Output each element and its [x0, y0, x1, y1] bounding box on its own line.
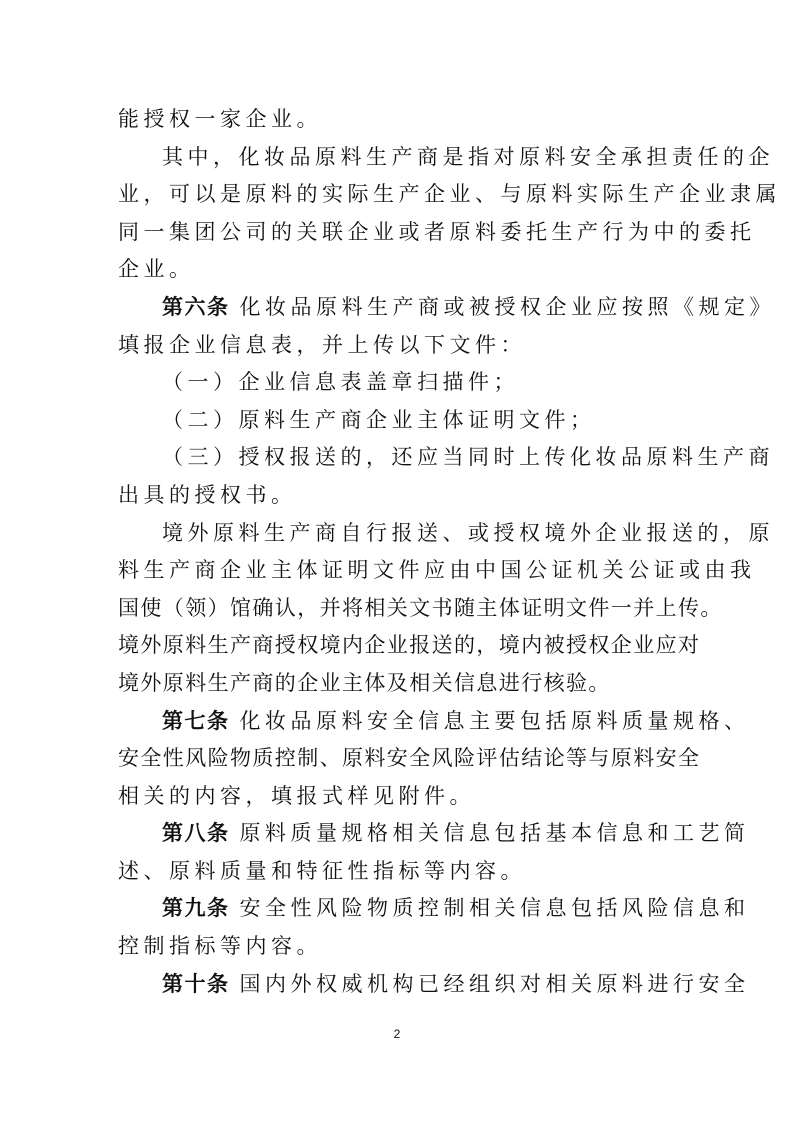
text-line: 相关的内容，填报式样见附件。	[118, 783, 475, 808]
text-line: 填报企业信息表，并上传以下文件：	[118, 332, 526, 357]
text-line: 境外原料生产商授权境内企业报送的，境内被授权企业应对	[118, 633, 701, 658]
text-line: 出具的授权书。	[118, 482, 297, 507]
article-label: 第六条	[162, 294, 230, 319]
text-line: 企业。	[118, 257, 195, 282]
article-line	[118, 890, 750, 928]
text-line: 境外原料生产商自行报送、或授权境外企业报送的，原	[162, 520, 774, 545]
text-line: 安全性风险物质控制、原料安全风险评估结论等与原料安全	[118, 746, 701, 771]
document-body	[118, 101, 781, 1003]
article-text: 原料质量规格相关信息包括基本信息和工艺简	[239, 821, 750, 846]
article-label: 第九条	[162, 896, 230, 921]
article-line	[118, 703, 750, 741]
text-line: 其中，化妆品原料生产商是指对原料安全承担责任的企	[162, 144, 774, 169]
list-item: （三）授权报送的，还应当同时上传化妆品原料生产商	[162, 445, 774, 470]
text-line: 能授权一家企业。	[118, 107, 322, 131]
text-line: 控制指标等内容。	[118, 934, 322, 959]
text-line: 料生产商企业主体证明文件应由中国公证机关公证或由我	[118, 558, 756, 583]
list-item: （二）原料生产商企业主体证明文件；	[162, 407, 596, 432]
article-line	[118, 815, 750, 853]
text-line: 境外原料生产商的企业主体及相关信息进行核验。	[118, 670, 611, 695]
article-label: 第七条	[162, 708, 230, 733]
article-text: 化妆品原料生产商或被授权企业应按照《规定》	[239, 294, 775, 319]
text-line: 同一集团公司的关联企业或者原料委托生产行为中的委托	[118, 219, 756, 244]
text-line: 国使（领）馆确认，并将相关文书随主体证明文件一并上传。	[118, 595, 723, 620]
article-label: 第八条	[162, 821, 230, 846]
article-text: 化妆品原料安全信息主要包括原料质量规格、	[239, 708, 750, 733]
text-line: 业，可以是原料的实际生产企业、与原料实际生产企业隶属	[118, 182, 781, 207]
article-text: 安全性风险物质控制相关信息包括风险信息和	[239, 896, 750, 921]
article-text: 国内外权威机构已经组织对相关原料进行安全	[239, 971, 750, 996]
text-line: 述、原料质量和特征性指标等内容。	[118, 858, 526, 883]
article-line	[118, 289, 775, 327]
page-number: 2	[393, 1027, 401, 1041]
article-line	[118, 966, 750, 1004]
article-label: 第十条	[162, 971, 230, 996]
list-item: （一）企业信息表盖章扫描件；	[162, 370, 519, 395]
